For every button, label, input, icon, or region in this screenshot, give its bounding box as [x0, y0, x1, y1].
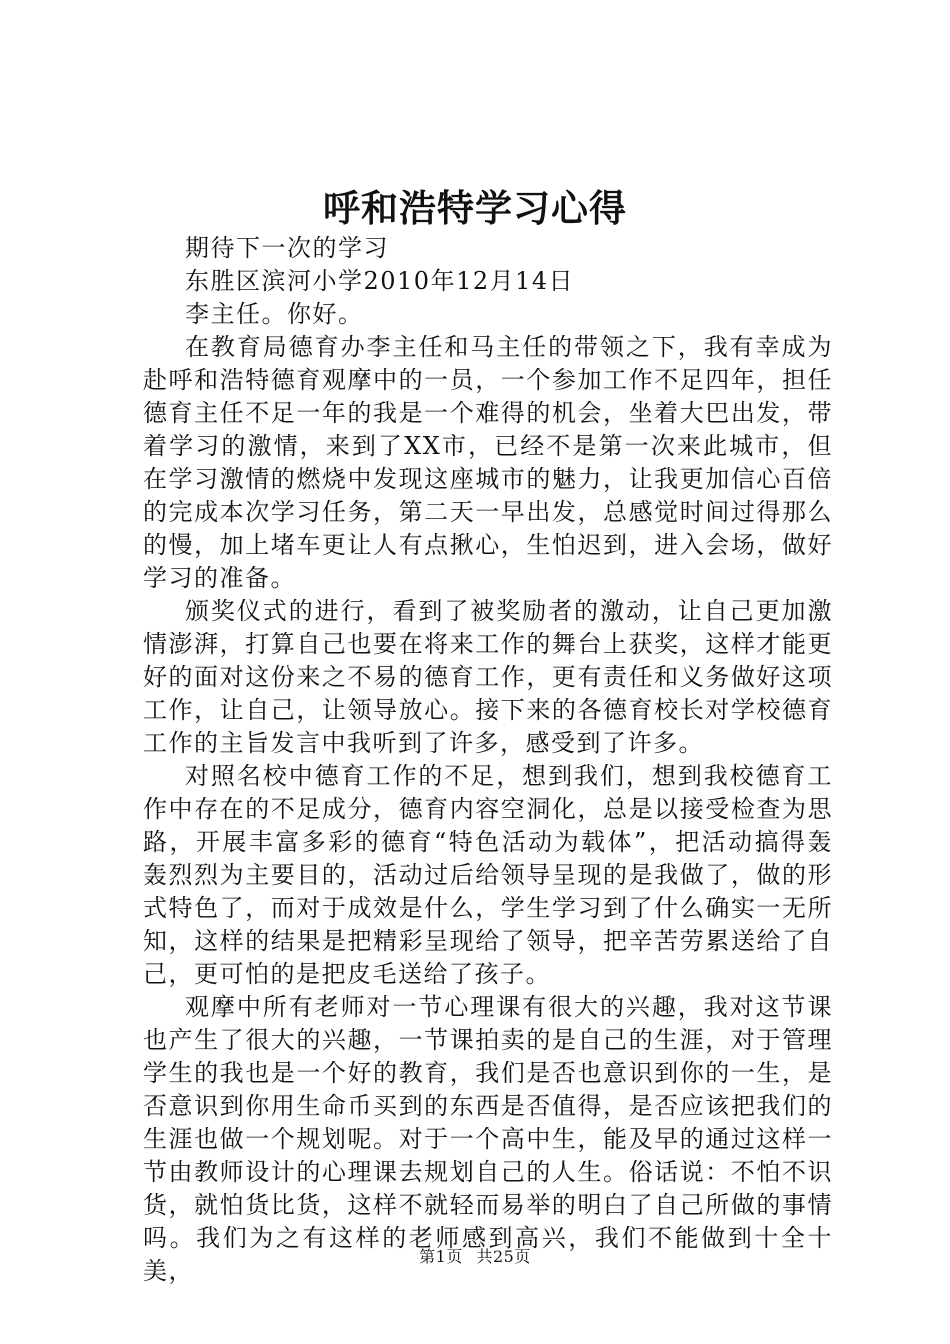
subtitle-line: 期待下一次的学习	[185, 234, 389, 262]
paragraph: 在教育局德育办李主任和马主任的带领之下，我有幸成为赴呼和浩特德育观摩中的一员，一个参加工作不足四年，担任德育主任不足一年的我是一个难得的机会，坐着大巴出发，带着学习的激情，来到了XX市，已经不是第一次来此城市，但在学习激情的燃烧中发现这座城市的魅力，让我更加信心百倍的完成本次学习任务，第二天一早出发，总感觉时间过得那么的慢，加上堵车更让人有点揪心，生怕迟到，进入会场，做好学习的准备。	[143, 333, 833, 592]
paragraph: 颁奖仪式的进行，看到了被奖励者的激动，让自己更加激情澎湃，打算自己也要在将来工作的舞台上获奖，这样才能更好的面对这份来之不易的德育工作，更有责任和义务做好这项工作，让自己，让领导放心。接下来的各德育校长对学校德育工作的主旨发言中我听到了许多，感受到了许多。	[143, 597, 833, 757]
page-footer	[0, 1245, 950, 1269]
byline-line: 东胜区滨河小学2010年12月14日	[185, 267, 575, 295]
document-body	[143, 232, 833, 1288]
greeting-line: 李主任。你好。	[185, 300, 364, 328]
document-title: 呼和浩特学习心得	[323, 186, 627, 230]
page-number: 第1页	[419, 1247, 463, 1266]
page-total: 共25页	[476, 1247, 531, 1266]
paragraph: 对照名校中德育工作的不足，想到我们，想到我校德育工作中存在的不足成分，德育内容空洞化，总是以接受检查为思路，开展丰富多彩的德育“特色活动为载体”，把活动搞得轰轰烈烈为主要目的，活动过后给领导呈现的是我做了，做的形式特色了，而对于成效是什么，学生学习到了什么确实一无所知，这样的结果是把精彩呈现给了领导，把辛苦劳累送给了自己，更可怕的是把皮毛送给了孩子。	[143, 762, 833, 988]
paragraph: 观摩中所有老师对一节心理课有很大的兴趣，我对这节课也产生了很大的兴趣，一节课拍卖的是自己的生涯，对于管理学生的我也是一个好的教育，我们是否也意识到你的一生，是否意识到你用生命币买到的东西是否值得，是否应该把我们的生涯也做一个规划呢。对于一个高中生，能及早的通过这样一节由教师设计的心理课去规划自己的人生。俗话说：不怕不识货，就怕货比货，这样不就轻而易举的明白了自己所做的事情吗。我们为之有这样的老师感到高兴，我们不能做到十全十美，	[143, 993, 833, 1285]
